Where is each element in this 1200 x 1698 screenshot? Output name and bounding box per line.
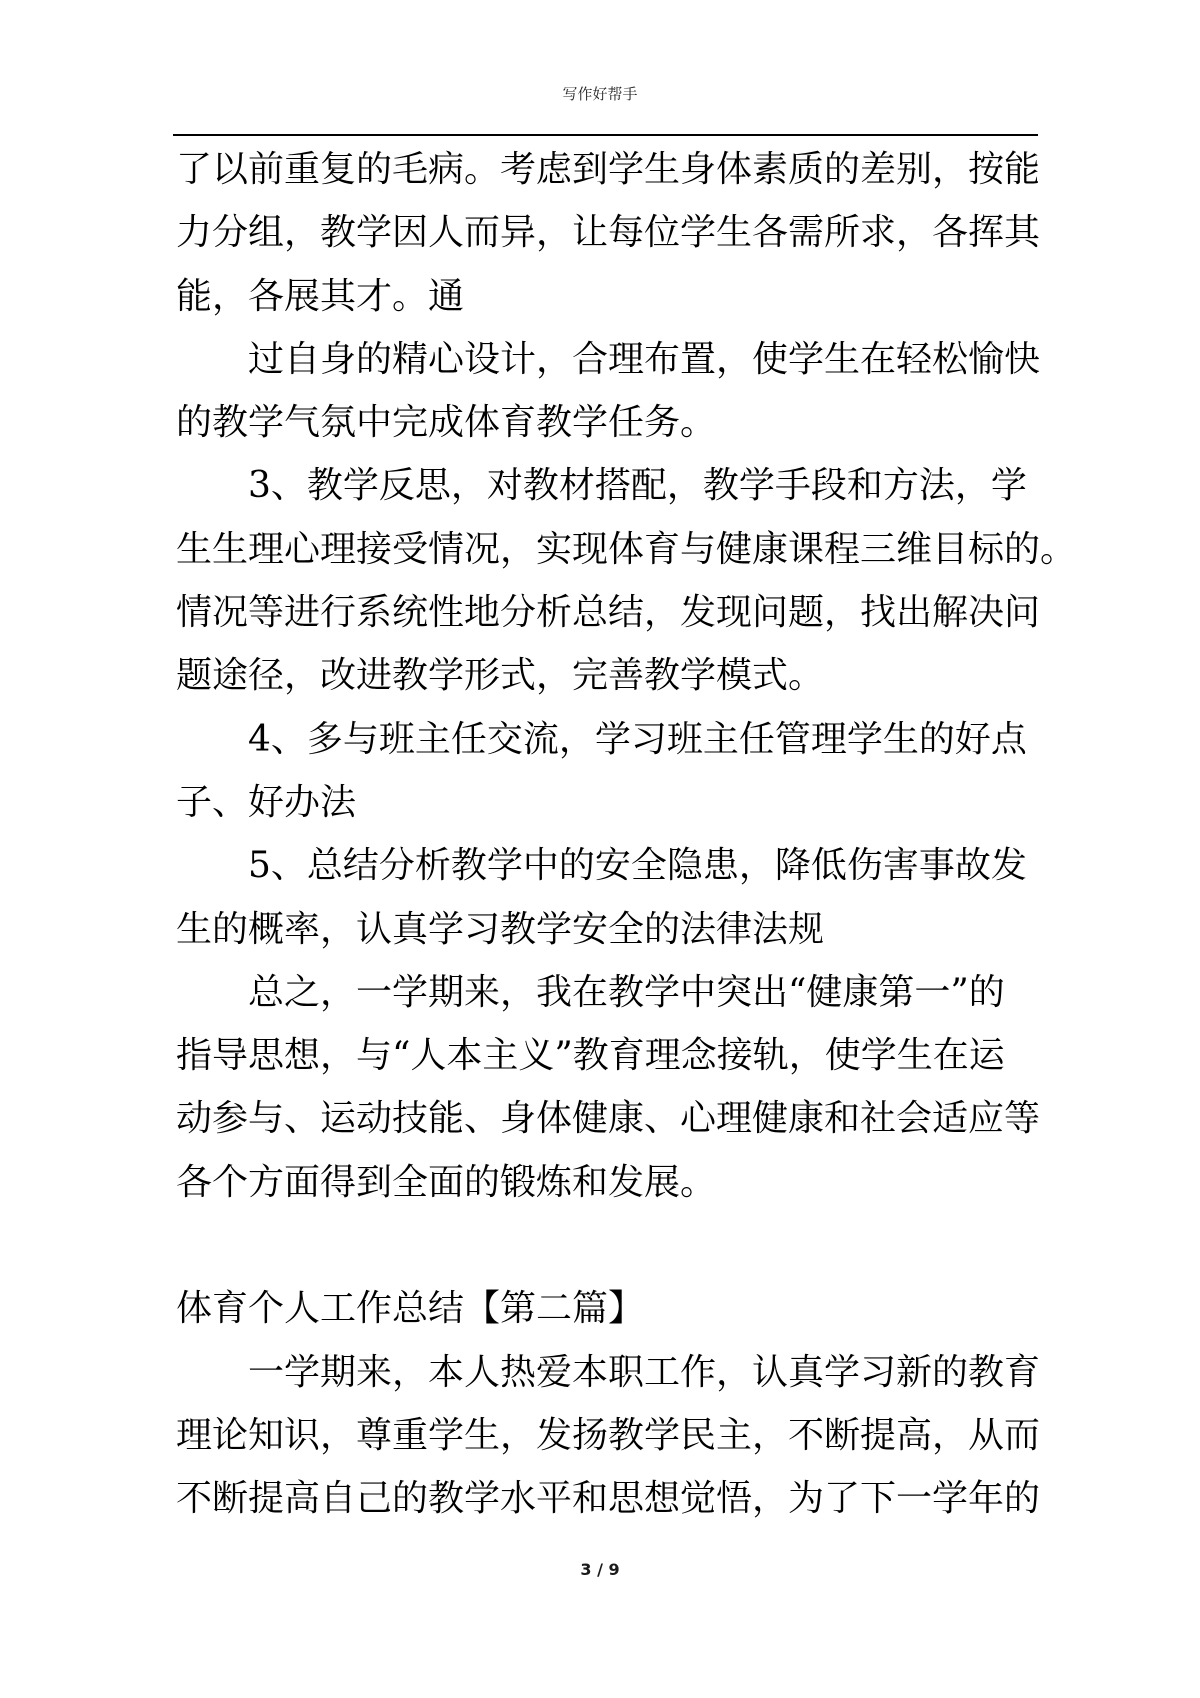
text-line: 子、好办法: [176, 781, 357, 823]
text-line: 不断提高自己的教学水平和思想觉悟，为了下一学年的: [176, 1478, 1041, 1520]
text-line: 总之，一学期来，我在教学中突出“健康第一”的: [248, 971, 1005, 1013]
header-divider: [173, 134, 1038, 136]
text-line: 力分组，教学因人而异，让每位学生各需所求，各挥其: [176, 212, 1041, 254]
text-line: 5、总结分析教学中的安全隐患，降低伤害事故发: [248, 845, 1027, 887]
text-line: 各个方面得到全面的锻炼和发展。: [176, 1161, 717, 1203]
text-line: 生的概率，认真学习教学安全的法律法规: [176, 908, 825, 950]
text-line: 4、多与班主任交流，学习班主任管理学生的好点: [248, 718, 1027, 760]
text-line: 动参与、运动技能、身体健康、心理健康和社会适应等: [176, 1098, 1041, 1140]
text-line: 指导思想，与“人本主义”教育理念接轨，使学生在运: [176, 1035, 1005, 1077]
text-line: 了以前重复的毛病。考虑到学生身体素质的差别，按能: [176, 149, 1041, 190]
text-line: 一学期来，本人热爱本职工作，认真学习新的教育: [248, 1351, 1041, 1393]
section-heading: 体育个人工作总结【第二篇】: [176, 1288, 645, 1330]
document-body: [176, 138, 1077, 1531]
page-header: 写作好帮手: [562, 85, 638, 103]
blank-line: [176, 1214, 1048, 1277]
text-line: 情况等进行系统性地分析总结，发现问题，找出解决问: [176, 592, 1041, 634]
text-line: 理论知识，尊重学生，发扬教学民主，不断提高，从而: [176, 1414, 1041, 1456]
text-line: 生生理心理接受情况，实现体育与健康课程三维目标的。: [176, 528, 1077, 570]
text-line: 题途径，改进教学形式，完善教学模式。: [176, 655, 825, 697]
text-line: 的教学气氛中完成体育教学任务。: [176, 402, 717, 444]
text-line: 3、教学反思，对教材搭配，教学手段和方法，学: [248, 465, 1027, 507]
page-number: 3 / 9: [580, 1560, 620, 1579]
text-line: 能，各展其才。通: [176, 275, 465, 317]
text-line: 过自身的精心设计，合理布置，使学生在轻松愉快: [248, 338, 1041, 380]
